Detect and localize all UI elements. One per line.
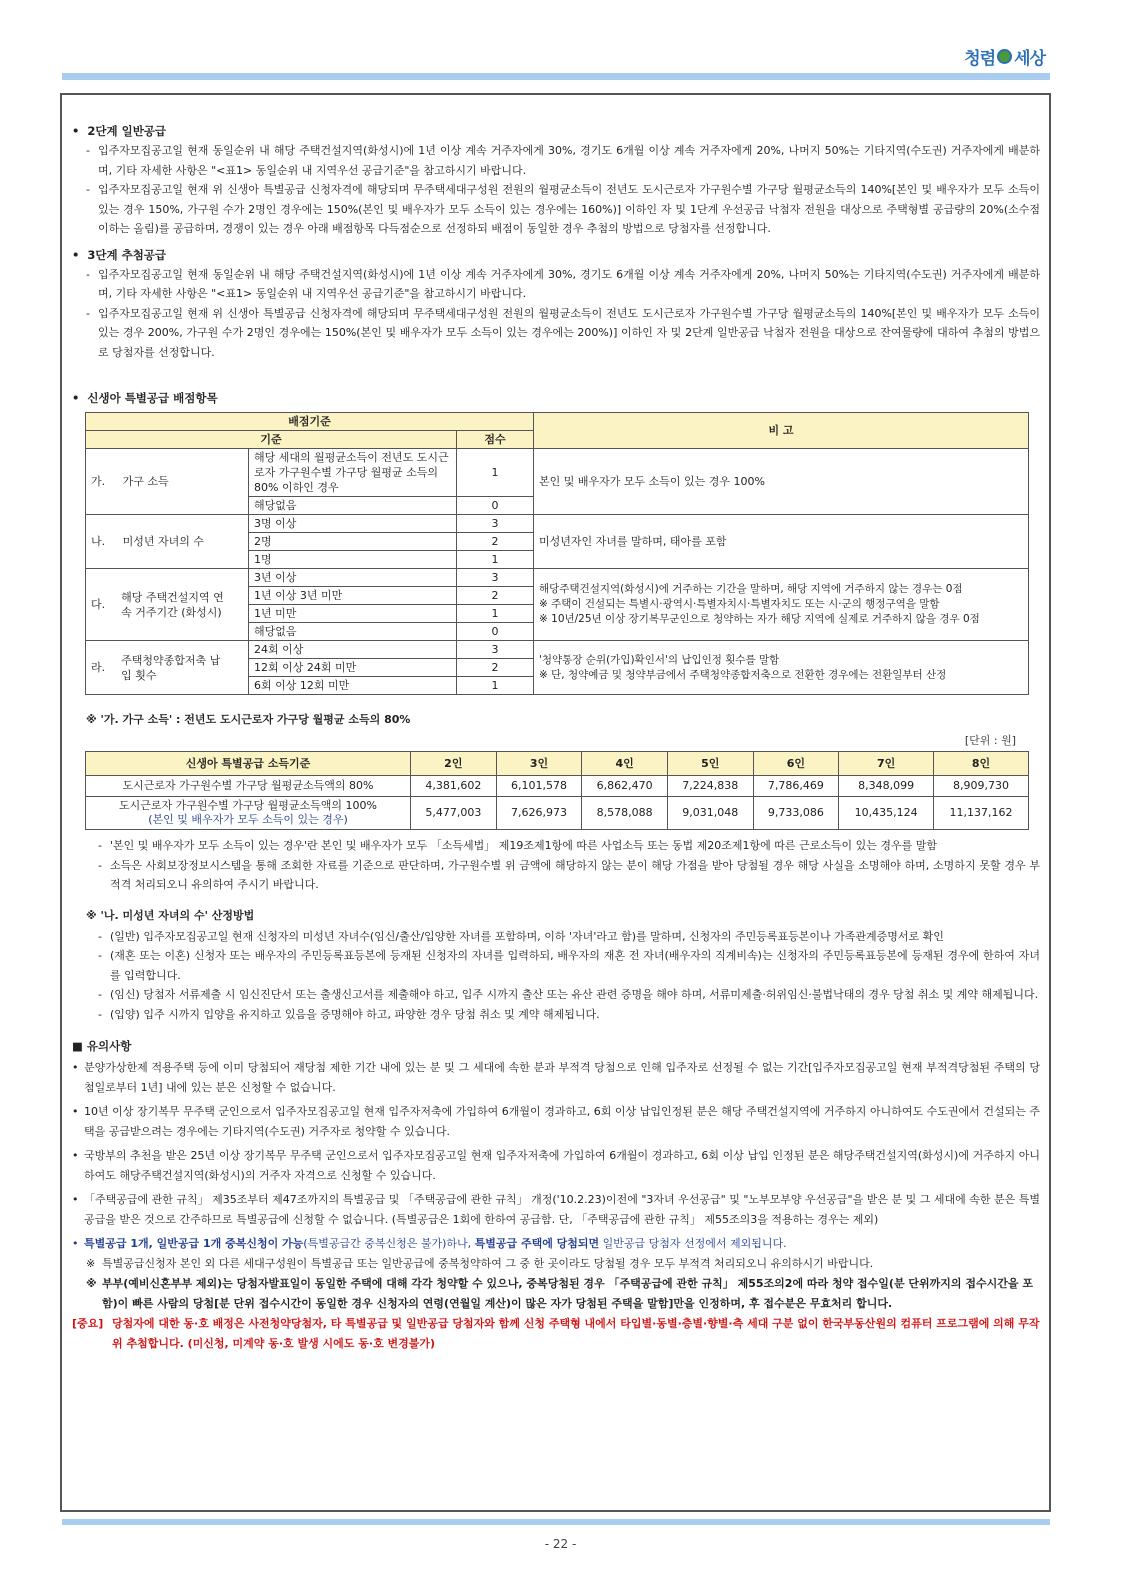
- caution-item: • 분양가상한제 적용주택 등에 이미 당첨되어 재당첨 제한 기간 내에 있는 분 및 그 세대에 속한 분과 부적격 당첨으로 인해 입주자로 선정될 수 없는 기간[입주자모집공고일 현재 부적격당첨된 주택의 당첨일로부터 1년] 내에 있는 분은 신청할 수 없습니다.: [72, 1061, 1040, 1094]
- income-table: [85, 751, 1029, 830]
- caution-ref-2: ※ 부부(예비신혼부부 제외)는 당첨자발표일이 동일한 주택에 대해 각각 청약할 수 있으나, 중복당첨된 경우 「주택공급에 관한 규칙」 제55조의2에 따라 청약 접수일(분 단위까지의 접수시간을 포함)이 빠른 사람의 당첨[분 단위 접수시간이 동일한 경우 신청자의 연령(연월일 계산)이 많은 자가 당첨된 주택을 말함]만을 인정하며, 후 접수분은 무효처리 합니다.: [86, 1277, 1033, 1310]
- score-value: 1: [457, 605, 534, 623]
- score-note: 본인 및 배우자가 모두 소득이 있는 경우 100%: [534, 449, 1029, 515]
- general-line-1: - 입주자모집공고일 현재 동일순위 내 해당 주택건설지역(화성시)에 1년 이상 계속 거주자에게 30%, 경기도 6개월 이상 계속 거주자에게 20%, 나머지 50%는 기타지역(수도권) 거주자에게 배분하며, 기타 자세한 사항은 "<표1> 동일순위 내 지역우선 공급기준"을 참고하시기 바랍니다.: [86, 144, 1040, 177]
- income-row-label: 도시근로자 가구원수별 가구당 월평균소득액의 80%: [86, 776, 411, 797]
- caution-duplicate: • 특별공급 1개, 일반공급 1개 중복신청이 가능(특별공급간 중복신청은 불가)하나, 특별공급 주택에 당첨되면 일반공급 당첨자 선정에서 제외됩니다.: [72, 1237, 787, 1250]
- score-table: [85, 412, 1029, 695]
- score-criteria: 6회 이상 12회 미만: [249, 677, 457, 695]
- lottery-line-1: - 입주자모집공고일 현재 동일순위 내 해당 주택건설지역(화성시)에 1년 이상 계속 거주자에게 30%, 경기도 6개월 이상 계속 거주자에게 20%, 나머지 50%는 기타지역(수도권) 거주자에게 배분하며, 기타 자세한 사항은 "<표1> 동일순위 내 지역우선 공급기준"을 참고하시기 바랍니다.: [86, 267, 1040, 300]
- score-value: 3: [457, 515, 534, 533]
- income-cell: 5,477,003: [411, 797, 497, 830]
- header-bar: [62, 73, 1050, 80]
- income-head: 6인: [753, 752, 839, 776]
- income-note-title: ※ '가. 가구 소득' : 전년도 도시근로자 가구당 월평균 소득의 80%: [86, 713, 411, 726]
- score-head-note: 비 고: [534, 413, 1029, 449]
- score-head-score: 점수: [457, 431, 534, 449]
- logo-text-left: 청렴: [964, 49, 996, 69]
- income-head: 2인: [411, 752, 497, 776]
- score-value: 0: [457, 623, 534, 641]
- income-cell: 7,786,469: [753, 776, 839, 797]
- income-cell: 9,031,048: [667, 797, 753, 830]
- score-note: '청약통장 순위(가입)확인서'의 납입인정 횟수를 말함 ※ 단, 청약예금 및 청약부금에서 주택청약종합저축으로 전환한 경우에는 전환일부터 산정: [534, 641, 1029, 695]
- score-value: 1: [457, 449, 534, 497]
- score-criteria: 3명 이상: [249, 515, 457, 533]
- income-cell: 9,733,086: [753, 797, 839, 830]
- score-criteria: 1년 이상 3년 미만: [249, 587, 457, 605]
- score-criteria: 해당없음: [249, 623, 457, 641]
- income-cell: 8,348,099: [839, 776, 934, 797]
- score-note: 미성년자인 자녀를 말하며, 태아를 포함: [534, 515, 1029, 569]
- income-cell: 6,101,578: [496, 776, 582, 797]
- income-row-label: 도시근로자 가구원수별 가구당 월평균소득액의 100% (본인 및 배우자가 모두 소득이 있는 경우): [86, 797, 411, 830]
- income-head: 7인: [839, 752, 934, 776]
- income-head: 신생아 특별공급 소득기준: [86, 752, 411, 776]
- footer-bar: [62, 1519, 1050, 1525]
- score-table-title: • 신생아 특별공급 배점항목: [72, 391, 218, 405]
- income-cell: 11,137,162: [934, 797, 1029, 830]
- score-item-label: 가. 가구 소득: [86, 449, 249, 515]
- income-cell: 7,626,973: [496, 797, 582, 830]
- income-cell: 4,381,602: [411, 776, 497, 797]
- score-head-group: 배점기준: [86, 413, 534, 431]
- score-head-criteria: 기준: [86, 431, 457, 449]
- score-criteria: 1년 미만: [249, 605, 457, 623]
- score-criteria: 12회 이상 24회 미만: [249, 659, 457, 677]
- income-head: 4인: [582, 752, 668, 776]
- score-value: 2: [457, 659, 534, 677]
- score-value: 0: [457, 497, 534, 515]
- general-line-2: - 입주자모집공고일 현재 위 신생아 특별공급 신청자격에 해당되며 무주택세대구성원 전원의 월평균소득이 전년도 도시근로자 가구원수별 가구당 월평균소득의 140%[본인 및 배우자가 모두 소득이 있는 경우 150%, 가구원 수가 2명인 경우에는 150%(본인 및 배우자가 모두 소득이 있는 경우에는 160%)] 이하인 자 및 1단계 우선공급 낙첨자 전원을 대상으로 주택형별 공급량의 20%(소수점 이하는 올림)를 공급하며, 경쟁이 있는 경우 아래 배점항목 다득점순으로 선정하되 배점이 동일한 경우 추첨의 방법으로 당첨자를 선정합니다.: [86, 183, 1040, 235]
- score-criteria: 3년 이상: [249, 569, 457, 587]
- income-head: 5인: [667, 752, 753, 776]
- page-number: - 22 -: [544, 1537, 577, 1551]
- score-criteria: 2명: [249, 533, 457, 551]
- logo-mark-icon: [997, 49, 1012, 64]
- brand-logo: [964, 44, 1045, 69]
- score-criteria: 해당 세대의 월평균소득이 전년도 도시근로자 가구원수별 가구당 월평균 소득의 80% 이하인 경우: [249, 449, 457, 497]
- caution-ref-1: ※ 특별공급신청자 본인 외 다른 세대구성원이 특별공급 또는 일반공급에 중복청약하여 그 중 한 곳이라도 당첨될 경우 모두 부적격 처리되오니 유의하시기 바랍니다.: [86, 1257, 874, 1270]
- logo-text-right: 세상: [1014, 49, 1045, 69]
- score-item-label: 라. 주택청약종합저축 납입 횟수: [86, 641, 249, 695]
- score-value: 3: [457, 641, 534, 659]
- income-cell: 8,909,730: [934, 776, 1029, 797]
- caution-item: • 국방부의 추천을 받은 25년 이상 장기복무 무주택 군인으로서 입주자모집공고일 현재 입주자저축에 가입하여 6개월이 경과하고, 6회 이상 납입 인정된 분은 해당주택건설지역(화성시)에 거주하지 아니하여도 해당주택건설지역(화성시)의 거주자 자격으로 신청할 수 있습니다.: [72, 1149, 1040, 1182]
- score-value: 1: [457, 677, 534, 695]
- lottery-line-2: - 입주자모집공고일 현재 위 신생아 특별공급 신청자격에 해당되며 무주택세대구성원 전원의 월평균소득이 전년도 도시근로자 가구원수별 가구당 월평균소득의 140%[본인 및 배우자가 모두 소득이 있는 경우 200%, 가구원 수가 2명인 경우에는 150%(본인 및 배우자가 모두 소득이 있는 경우에는 200%)] 이하인 자 및 2단계 일반공급 낙첨자 전원을 대상으로 잔여물량에 대하여 추첨의 방법으로 당첨자를 선정합니다.: [86, 306, 1040, 359]
- children-line: - (입양) 입주 시까지 입양을 유지하고 있음을 증명해야 하고, 파양한 경우 당첨 취소 및 계약 해제됩니다.: [98, 1007, 600, 1021]
- income-cell: 10,435,124: [839, 797, 934, 830]
- caution-item: • 10년 이상 장기복무 무주택 군인으로서 입주자모집공고일 현재 입주자저축에 가입하여 6개월이 경과하고, 6회 이상 납입인정된 분은 해당 주택건설지역에 거주하지 아니하여도 수도권에서 건설되는 주택을 공급받으려는 경우에는 기타지역(수도권) 거주자로 청약할 수 있습니다.: [72, 1105, 1040, 1138]
- income-head: 8인: [934, 752, 1029, 776]
- income-cell: 8,578,088: [582, 797, 668, 830]
- score-value: 2: [457, 533, 534, 551]
- children-line: - (일반) 입주자모집공고일 현재 신청자의 미성년 자녀수(임신/출산/입양한 자녀를 포함하며, 이하 '자녀'라고 함)를 말하며, 신청자의 주민등록표등본이나 가족관계증명서로 확인: [98, 929, 944, 943]
- income-head: 3인: [496, 752, 582, 776]
- score-criteria: 해당없음: [249, 497, 457, 515]
- cautions-title: ■ 유의사항: [72, 1039, 132, 1053]
- children-line: - (임신) 당첨자 서류제출 시 임신진단서 또는 출생신고서를 제출해야 하고, 입주 시까지 출산 또는 유산 관련 증명을 해야 하며, 서류미제출·허위임신·불법낙태의 경우 당첨 취소 및 계약 해제됩니다.: [98, 988, 1039, 1001]
- section-title-general: • 2단계 일반공급: [72, 124, 167, 138]
- score-value: 1: [457, 551, 534, 569]
- section-title-lottery: • 3단계 추첨공급: [72, 247, 167, 262]
- income-cell: 6,862,470: [582, 776, 668, 797]
- caution-important: [중요] 당첨자에 대한 동·호 배정은 사전청약당첨자, 타 특별공급 및 일반공급 당첨자와 함께 신청 주택형 내에서 타입별·동별·층별·향별·측 세대 구분 없이 한국부동산원의 컴퓨터 프로그램에 의해 무작위 추첨합니다. (미신청, 미계약 동·호 발생 시에도 동·호 변경불가): [72, 1317, 1040, 1350]
- income-cell: 7,224,838: [667, 776, 753, 797]
- children-note-title: ※ '나. 미성년 자녀의 수' 산정방법: [86, 908, 255, 922]
- score-value: 3: [457, 569, 534, 587]
- score-value: 2: [457, 587, 534, 605]
- score-item-label: 다. 해당 주택건설지역 연속 거주기간 (화성시): [86, 569, 249, 641]
- income-line-2: - 소득은 사회보장정보시스템을 통해 조회한 자료를 기준으로 판단하며, 가구원수별 위 금액에 해당하지 않는 분이 해당 가점을 받아 당첨될 경우 해당 사실을 소명해야 하며, 소명하지 못할 경우 부적격 처리되오니 유의하여 주시기 바랍니다.: [98, 858, 1040, 891]
- income-unit: [단위 : 원]: [964, 734, 1016, 747]
- score-criteria: 1명: [249, 551, 457, 569]
- caution-item: • 「주택공급에 관한 규칙」 제35조부터 제47조까지의 특별공급 및 「주택공급에 관한 규칙」 개정('10.2.23)이전에 "3자녀 우선공급" 및 "노부모부양 우선공급"을 받은 분 및 그 세대에 속한 분은 특별공급을 받은 것으로 간주하므로 특별공급에 신청할 수 없습니다. (특별공급은 1회에 한하여 공급함. 단, 「주택공급에 관한 규칙」 제55조의3을 적용하는 경우는 제외): [72, 1193, 1040, 1226]
- income-line-1: - '본인 및 배우자가 모두 소득이 있는 경우'란 본인 및 배우자가 모두 「소득세법」 제19조제1항에 따른 사업소득 또는 동법 제20조제1항에 따른 근로소득이 있는 경우를 말함: [98, 839, 938, 852]
- children-line: - (재혼 또는 이혼) 신청자 또는 배우자의 주민등록표등본에 등재된 신청자의 자녀를 입력하되, 배우자의 재혼 전 자녀(배우자의 직계비속)는 신청자의 주민등록표등본에 등재된 경우에 한하여 자녀를 입력합니다.: [98, 949, 1040, 982]
- score-note: 해당주택건설지역(화성시)에 거주하는 기간을 말하며, 해당 지역에 거주하지 않는 경우는 0점 ※ 주택이 건설되는 특별시·광역시·특별자치시·특별자치도 또는 시·군의 행정구역을 말함 ※ 10년/25년 이상 장기복무군인으로 청약하는 자가 해당 지역에 실제로 거주하지 않을 경우 0점: [534, 569, 1029, 641]
- score-criteria: 24회 이상: [249, 641, 457, 659]
- score-item-label: 나. 미성년 자녀의 수: [86, 515, 249, 569]
- page-content: [72, 121, 1040, 1354]
